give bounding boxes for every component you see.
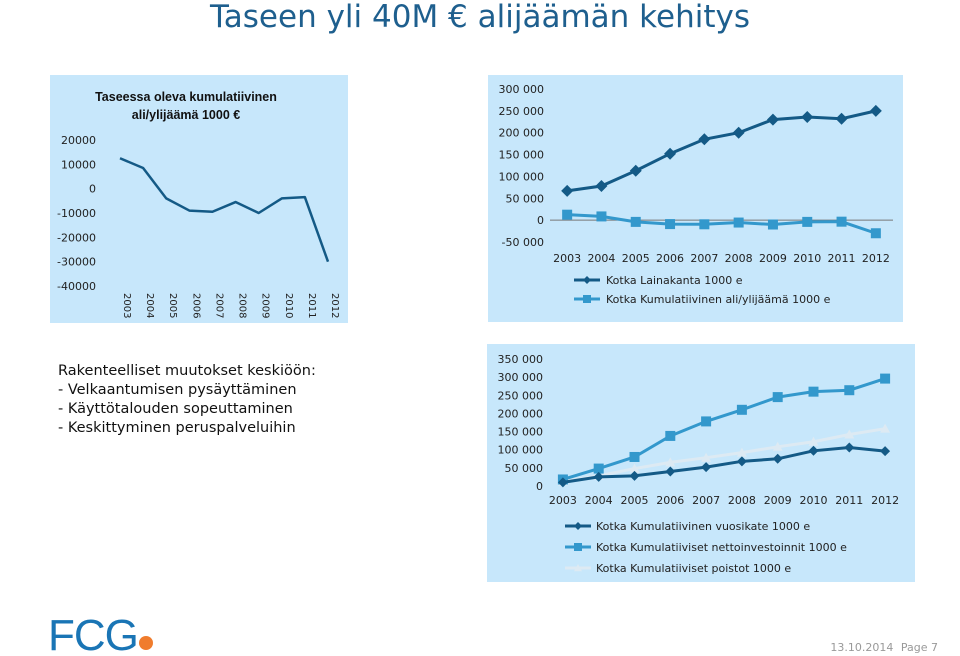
- chart2-data-point: [631, 217, 641, 227]
- structural-changes-text: [58, 362, 316, 438]
- chart2-data-point: [699, 219, 709, 229]
- chart3-svg: [487, 344, 915, 582]
- chart2-data-point: [802, 217, 812, 227]
- svg-text:FCG: FCG: [48, 612, 138, 652]
- chart3-legend-label: Kotka Kumulatiiviset nettoinvestoinnit 1000 e: [596, 541, 847, 554]
- chart2-legend-marker: [583, 295, 591, 303]
- chart1-ytick-label: 20000: [61, 134, 96, 147]
- chart3-data-point: [880, 374, 890, 384]
- chart2-ytick-label: 150 000: [498, 148, 544, 162]
- chart2-ytick-label: 200 000: [498, 126, 544, 140]
- chart-cumulative-surplus: [50, 75, 348, 323]
- footer-date: 13.10.2014: [830, 641, 894, 654]
- chart1-xtick-label: 2012: [329, 293, 340, 319]
- chart1-ytick-label: 10000: [61, 158, 96, 172]
- fcg-logo: [48, 612, 158, 656]
- chart3-ytick-label: 0: [536, 480, 543, 493]
- chart3-ytick-label: 200 000: [497, 407, 543, 421]
- chart2-data-point: [734, 218, 744, 228]
- chart2-ytick-label: 300 000: [498, 83, 544, 96]
- chart1-xtick-label: 2004: [144, 293, 156, 319]
- chart2-xtick-label: 2003: [553, 252, 582, 265]
- chart2-xtick-label: 2008: [724, 252, 753, 265]
- chart1-title-line: ali/ylijäämä 1000 €: [131, 108, 241, 122]
- chart2-ytick-label: 250 000: [498, 104, 544, 118]
- chart2-data-point: [871, 228, 881, 238]
- chart2-xtick-label: 2010: [793, 252, 822, 265]
- chart2-ytick-label: -50 000: [501, 236, 544, 249]
- chart2-data-point: [596, 211, 606, 221]
- chart3-data-point: [844, 385, 854, 395]
- chart3-data-point: [773, 392, 783, 402]
- chart3-legend-label: Kotka Kumulatiivinen vuosikate 1000 e: [596, 520, 811, 533]
- chart3-ytick-label: 150 000: [497, 425, 543, 439]
- chart3-xtick-label: 2010: [799, 494, 828, 507]
- chart2-ytick-label: 50 000: [505, 192, 544, 206]
- chart2-data-point: [562, 210, 572, 220]
- footer-page: Page 7: [900, 641, 938, 654]
- chart2-data-point: [665, 219, 675, 229]
- chart2-xtick-label: 2006: [656, 252, 685, 265]
- chart1-svg: [50, 75, 348, 323]
- chart2-legend-label: Kotka Kumulatiivinen ali/ylijäämä 1000 e: [606, 293, 831, 306]
- chart3-xtick-label: 2003: [548, 494, 577, 507]
- bullets-heading: Rakenteelliset muutokset keskiöön:: [58, 363, 316, 379]
- chart3-ytick-label: 300 000: [497, 371, 543, 385]
- chart1-ytick-label: -20000: [57, 231, 96, 245]
- chart1-ytick-label: -40000: [57, 280, 96, 293]
- chart2-data-point: [837, 217, 847, 227]
- chart3-xtick-label: 2007: [692, 494, 721, 507]
- chart2-xtick-label: 2004: [587, 252, 616, 265]
- chart2-data-point: [768, 220, 778, 230]
- bullet-item: - Käyttötalouden sopeuttaminen: [58, 401, 293, 417]
- chart1-xtick-label: 2009: [259, 293, 271, 319]
- chart1-ytick-label: -10000: [57, 207, 96, 220]
- chart3-data-point: [737, 405, 747, 415]
- chart3-ytick-label: 100 000: [497, 443, 543, 457]
- fcg-logo-mark: [48, 612, 158, 652]
- chart-investments: [487, 344, 915, 582]
- page-title: Taseen yli 40M € alijäämän kehitys: [209, 0, 750, 35]
- chart3-data-point: [701, 416, 711, 426]
- chart3-data-point: [809, 387, 819, 397]
- chart1-xtick-label: 2006: [190, 293, 202, 319]
- chart3-ytick-label: 250 000: [497, 389, 543, 403]
- chart3-legend-marker: [574, 543, 582, 551]
- bullet-item: - Velkaantumisen pysäyttäminen: [58, 382, 297, 398]
- bullet-item: - Keskittyminen peruspalveluihin: [58, 420, 296, 436]
- chart2-ytick-label: 100 000: [498, 170, 544, 184]
- chart3-data-point: [630, 452, 640, 462]
- chart2-xtick-label: 2012: [861, 252, 890, 265]
- chart2-xtick-label: 2011: [827, 252, 856, 265]
- chart2-svg: [488, 75, 903, 322]
- chart2-legend-label: Kotka Lainakanta 1000 e: [606, 274, 743, 287]
- chart1-title-line: Taseessa oleva kumulatiivinen: [95, 90, 277, 104]
- chart3-xtick-label: 2008: [727, 494, 756, 507]
- chart3-xtick-label: 2009: [763, 494, 792, 507]
- chart-loan-stock: [488, 75, 903, 322]
- chart2-ytick-label: 0: [537, 214, 544, 228]
- chart1-xtick-label: 2010: [282, 293, 294, 319]
- chart1-ytick-label: -30000: [57, 255, 96, 269]
- chart2-xtick-label: 2007: [690, 252, 719, 265]
- slide-footer: [826, 641, 938, 654]
- chart3-xtick-label: 2011: [835, 494, 864, 507]
- chart1-ytick-label: 0: [89, 182, 96, 196]
- chart1-xtick-label: 2008: [236, 293, 248, 319]
- chart1-xtick-label: 2005: [167, 293, 179, 319]
- chart2-xtick-label: 2009: [758, 252, 787, 265]
- chart3-xtick-label: 2004: [584, 494, 613, 507]
- chart3-legend-label: Kotka Kumulatiiviset poistot 1000 e: [596, 562, 792, 575]
- chart2-xtick-label: 2005: [621, 252, 650, 265]
- chart1-xtick-label: 2003: [121, 293, 132, 319]
- chart3-data-point: [665, 431, 675, 441]
- chart3-xtick-label: 2005: [620, 494, 649, 507]
- chart3-xtick-label: 2006: [656, 494, 685, 507]
- chart3-ytick-label: 350 000: [497, 353, 543, 366]
- chart1-xtick-label: 2011: [305, 293, 317, 319]
- chart3-xtick-label: 2012: [871, 494, 900, 507]
- chart1-xtick-label: 2007: [213, 293, 225, 319]
- chart3-ytick-label: 50 000: [504, 461, 543, 475]
